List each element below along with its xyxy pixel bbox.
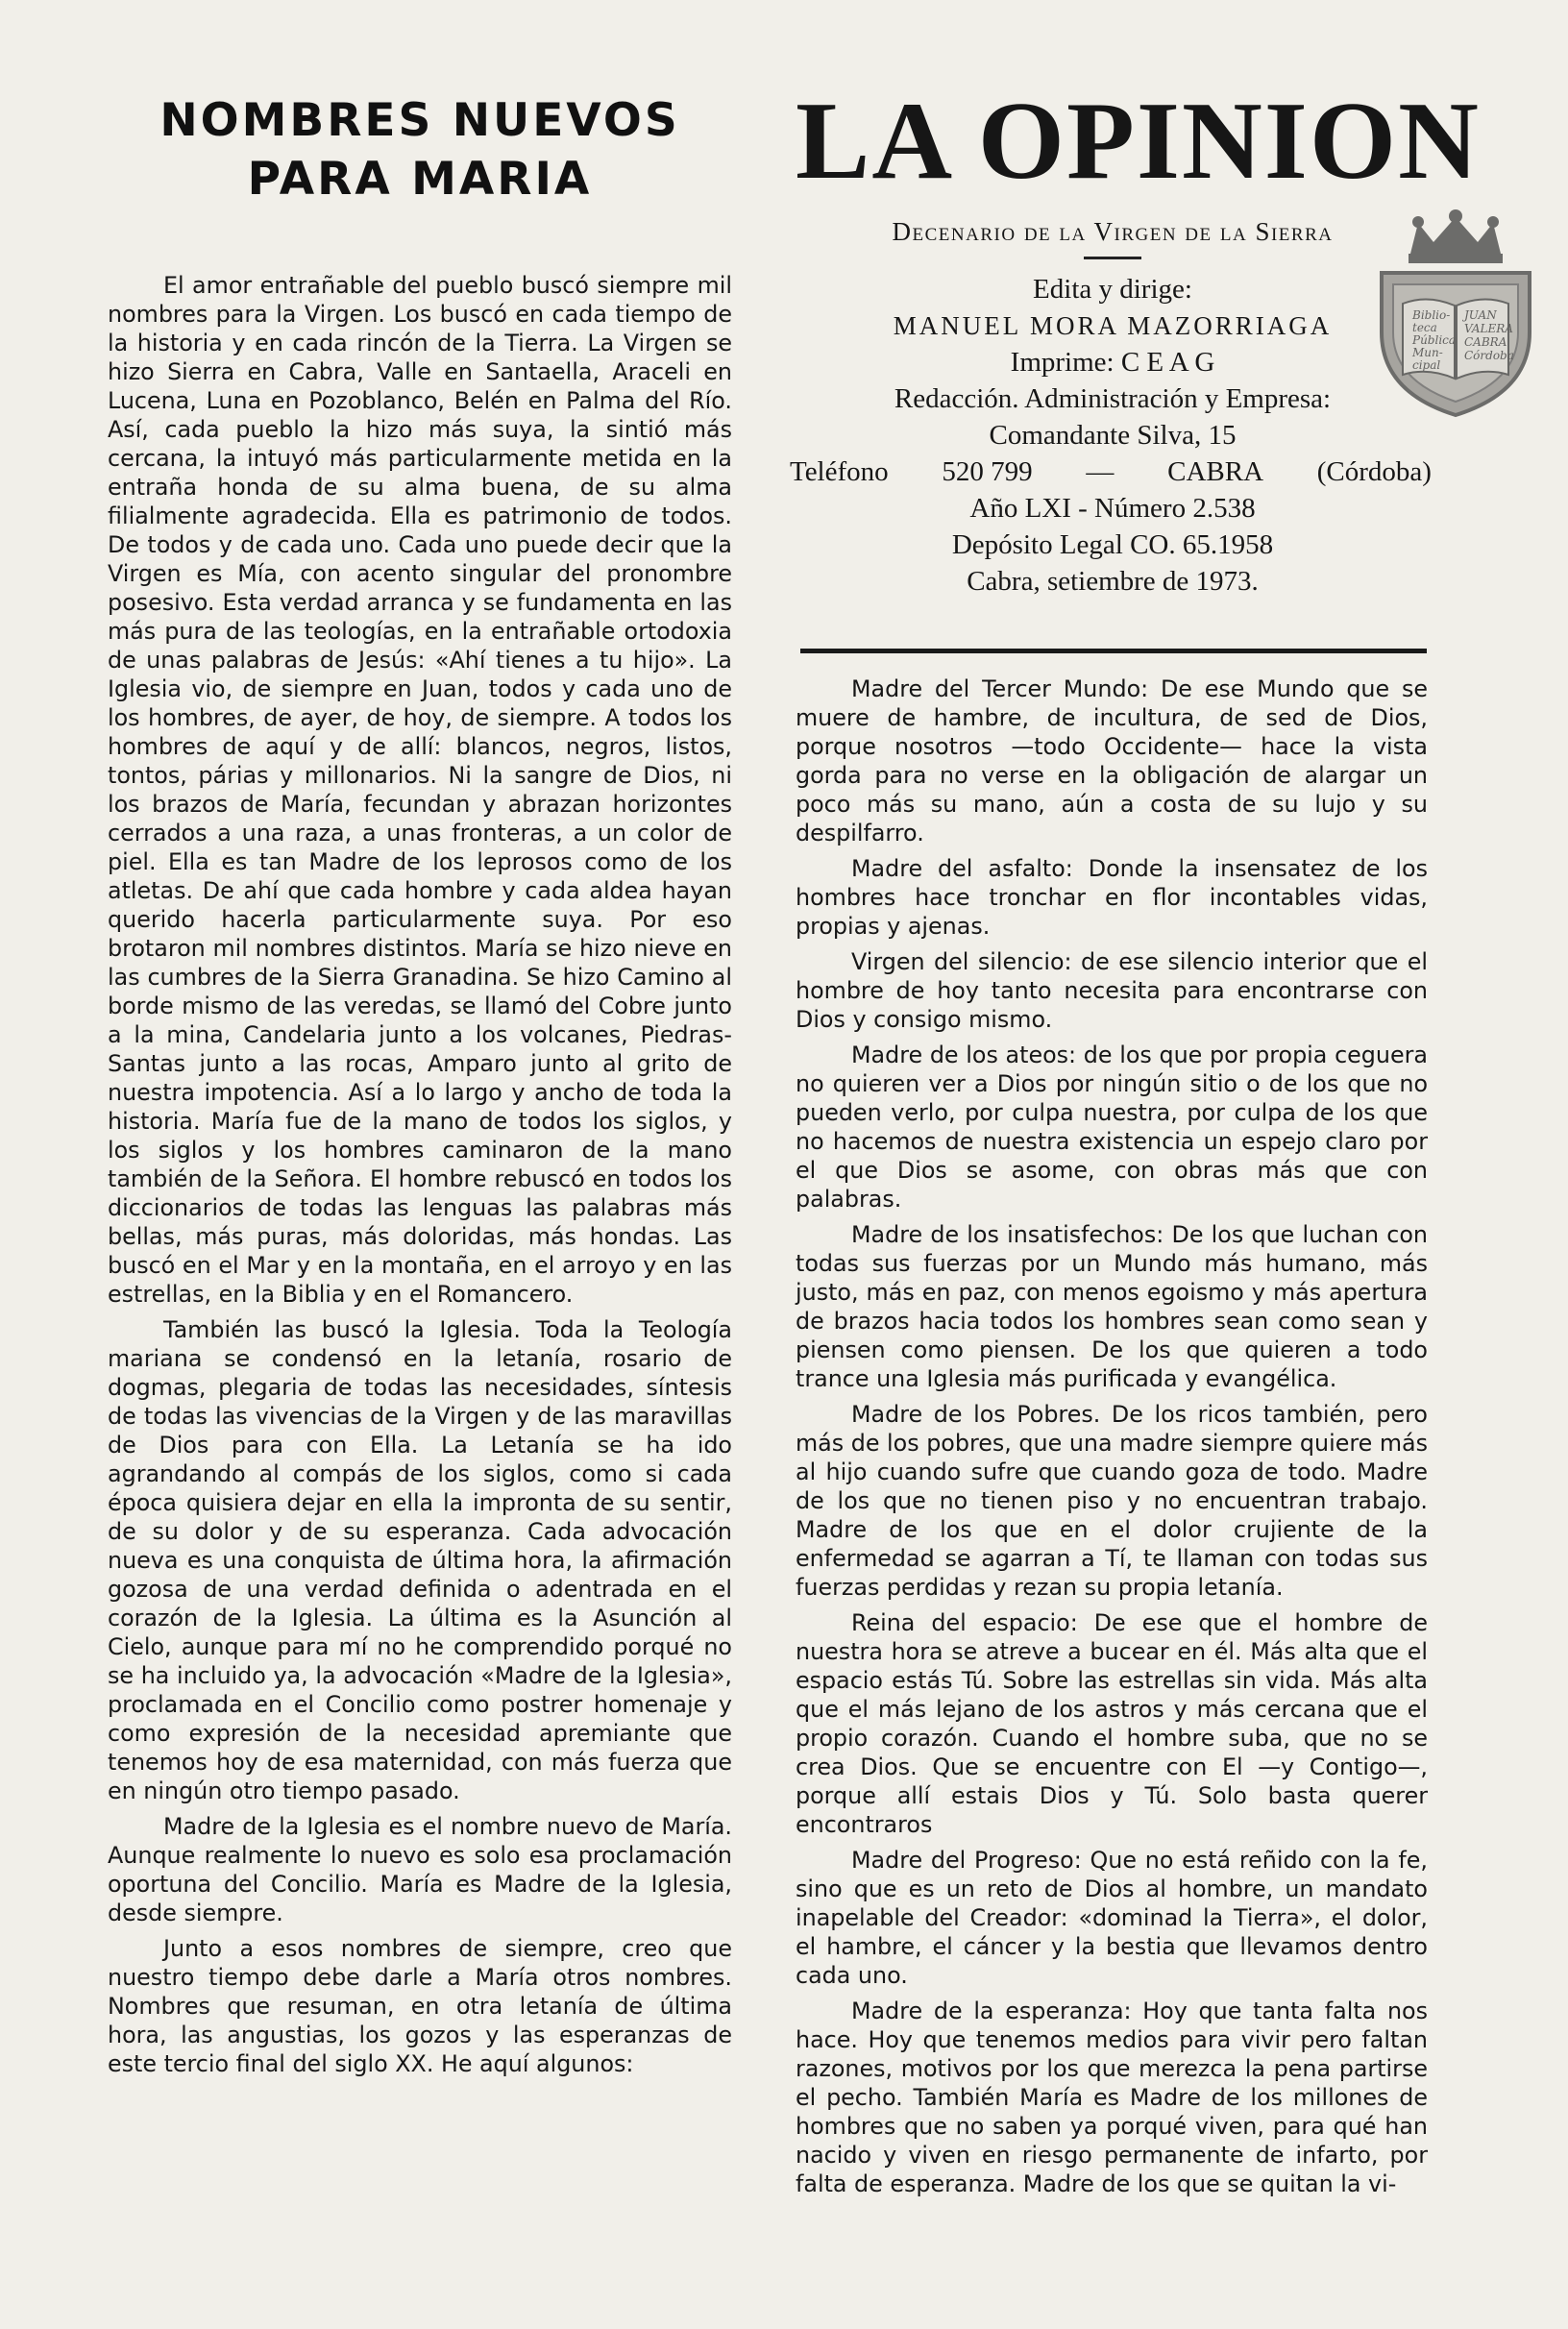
province: (Córdoba) — [1316, 456, 1432, 487]
article-column-right — [796, 674, 1428, 2198]
paragraph: Madre de la esperanza: Hoy que tanta falta nos hace. Hoy que tenemos medios para vivir pero faltan razones, motivos por los que merezca la pena partirse el pecho. También María es Madre de los millones de hombres que no saben ya porqué viven, para qué han nacido y viven en riesgo permanente de infarto, por falta de esperanza. Madre de los que se quitan la vi- — [796, 1998, 1428, 2197]
paragraph: El amor entrañable del pueblo buscó siempre mil nombres para la Virgen. Los buscó en cada tiempo de la historia y en cada rincón de la Tierra. La Virgen se hizo Sierra en Cabra, Valle en Santaella, Araceli en Lucena, Luna en Pozoblanco, Belén en Palma del Río. Así, cada pueblo la hizo más suya, la sintió más cercana, la intuyó más particularmente metida en la entraña honda de su alma buena, de su alma filialmente agradecida. Ella es patrimonio de todos. De todos y de cada uno. Cada uno puede decir que la Virgen es Mía, con acento singular del pronombre posesivo. Esta verdad arranca y se fundamenta en las más pura de las teologías, en la entrañable ortodoxia de unas palabras de Jesús: «Ahí tienes a tu hijo». La Iglesia vio, de siempre en Juan, todos y cada uno de los hombres, de ayer, de hoy, de siempre. A todos los hombres de aquí y de allí: blancos, negros, listos, tontos, párias y millonarios. Ni la sangre de Dios, ni los brazos de María, fecundan y abrazan horizontes cerrados a una raza, a unas fronteras, a un color de piel. Ella es tan Madre de los leprosos como de los atletas. De ahí que cada hombre y cada aldea hayan querido hacerla particularmente suya. Por eso brotaron mil nombres distintos. María se hizo nieve en las cumbres de la Sierra Granadina. Se hizo Camino al borde mismo de las veredas, se llamó del Cobre junto a la mina, Candelaria junto a los volcanes, Piedras-Santas junto a las rocas, Amparo junto al grito de nuestra impotencia. Así a lo largo y ancho de toda la historia. María fue de la mano de todos los siglos, y los siglos y los hombres caminaron de la mano también de la Señora. El hombre rebuscó en todos los diccionarios de todas las lenguas las palabras más bellas, más puras, más doloridas, más hondas. Las buscó en el Mar y en la montaña, en el arroyo y en las estrellas, en la Biblia y en el Romancero. — [108, 272, 732, 1308]
article-title-line-2: PARA MARIA — [247, 153, 593, 206]
article-column-left — [108, 91, 732, 2078]
article-title — [108, 91, 732, 208]
masthead-info — [790, 271, 1432, 600]
legal-deposit: Depósito Legal CO. 65.1958 — [951, 529, 1274, 560]
paragraph: Junto a esos nombres de siempre, creo que nuestro tiempo debe darle a María otros nombres. Nombres que resuman, en otra letanía de última hora, las angustias, los gozos y las esperanzas de este tercio final del siglo XX. He aquí algunos: — [108, 1935, 732, 2077]
article-title-line-1: NOMBRES NUEVOS — [159, 94, 680, 147]
short-divider — [1084, 257, 1141, 259]
issue-date: Cabra, setiembre de 1973. — [967, 566, 1259, 597]
paragraph: Madre de los Pobres. De los ricos también, pero más de los pobres, que una madre siempre quiere más al hijo cuando sufre que cuando goza de todo. Madre de los que no tienen piso y no encuentran trabajo. Madre de los que en el dolor crujiente de la enfermedad se agarran a Tí, te llaman con todas sus fuerzas perdidas y rezan su propia letanía. — [796, 1401, 1428, 1601]
phone-label: Teléfono — [790, 456, 889, 487]
seal-text-left: Biblio- teca Pública Mun- cipal — [1412, 308, 1457, 372]
issue-number: Año LXI - Número 2.538 — [969, 493, 1256, 524]
edita-line: Edita y dirige: — [1033, 274, 1192, 305]
paragraph: Madre de los insatisfechos: De los que luchan con todas sus fuerzas por un Mundo más humano, más justo, más en paz, con menos egoismo y más apertura de brazos hacia todos los hombres sean como sean y piensen como piensen. De los que quieren a todo trance una Iglesia más purificada y evangélica. — [796, 1221, 1428, 1392]
article-body-left — [108, 271, 732, 2078]
city: CABRA — [1167, 456, 1264, 487]
newspaper-subtitle: Decenario de la Virgen de la Sierra — [892, 217, 1334, 246]
phone-line — [790, 454, 1435, 490]
paragraph: Madre del Progreso: Que no está reñido con la fe, sino que es un reto de Dios al hombre, un mandato inapelable del Creador: «dominad la Tierra», el dolor, el hambre, el cáncer y la bestia que llevamos dentro cada uno. — [796, 1847, 1428, 1989]
newspaper-title: LA OPINION — [796, 80, 1481, 203]
address-line: Comandante Silva, 15 — [989, 420, 1237, 451]
phone-separator: — — [1086, 456, 1115, 487]
paragraph: Reina del espacio: De ese que el hombre de nuestra hora se atreve a bucear en él. Más alta que el espacio estás Tú. Sobre las estrellas sin vida. Más alta que el más lejano de los astros y más cercana que el propio corazón. Cuando el hombre suba, que no se crea Dios. Que se encuentre con El —y Contigo—, porque allí estais Dios y Tú. Solo basta querer encontraros — [796, 1609, 1428, 1838]
phone-number: 520 799 — [942, 456, 1033, 487]
paragraph: Madre del Tercer Mundo: De ese Mundo que se muere de hambre, de incultura, de sed de Dios, porque nosotros —todo Occidente— hace la vista gorda para no verse en la obligación de alargar un poco más su mano, aún a costa de su lujo y su despilfarro. — [796, 675, 1428, 846]
seal-text-right: JUAN VALERA CABRA Córdoba — [1464, 308, 1514, 362]
paragraph: También las buscó la Iglesia. Toda la Teología mariana se condensó en la letanía, rosario de dogmas, plegaria de todas las necesidades, síntesis de todas las vivencias de la Virgen y de las maravillas de Dios para con Ella. La Letanía se ha ido agrandando al compás de los siglos, como si cada época quisiera dejar en ella la impronta de su sentir, de su dolor y de su esperanza. Cada advocación nueva es una conquista de última hora, la afirmación gozosa de una verdad definida o adentrada en el corazón de la Iglesia. La última es la Asunción al Cielo, aunque para mí no he comprendido porqué no se ha incluido ya, la advocación «Madre de la Iglesia», proclamada en el Concilio como postrer homenaje y como expresión de la necesidad apremiante que tenemos hoy de esa maternidad, con más fuerza que en ningún otro tiempo pasado. — [108, 1316, 732, 1804]
redaccion-line: Redacción. Administración y Empresa: — [894, 383, 1332, 414]
paragraph: Virgen del silencio: de ese silencio interior que el hombre de hoy tanto necesita para encontrarse con Dios y consigo mismo. — [796, 948, 1428, 1033]
library-seal-icon — [1360, 209, 1551, 421]
director-name: MANUEL MORA MAZORRIAGA — [893, 311, 1333, 340]
imprime-line: Imprime: C E A G — [1010, 347, 1215, 378]
paragraph: Madre de los ateos: de los que por propia ceguera no quieren ver a Dios por ningún sitio o de los que no pueden verlo, por culpa nuestra, por culpa de los que no hacemos de nuestra existencia un espejo claro por el que Dios se asome, con obras más que con palabras. — [796, 1042, 1428, 1213]
masthead-divider — [800, 649, 1427, 653]
paragraph: Madre del asfalto: Donde la insensatez de los hombres hace tronchar en flor incontables vidas, propias y ajenas. — [796, 855, 1428, 940]
paragraph: Madre de la Iglesia es el nombre nuevo de María. Aunque realmente lo nuevo es solo esa proclamación oportuna del Concilio. María es Madre de la Iglesia, desde siempre. — [108, 1813, 732, 1926]
